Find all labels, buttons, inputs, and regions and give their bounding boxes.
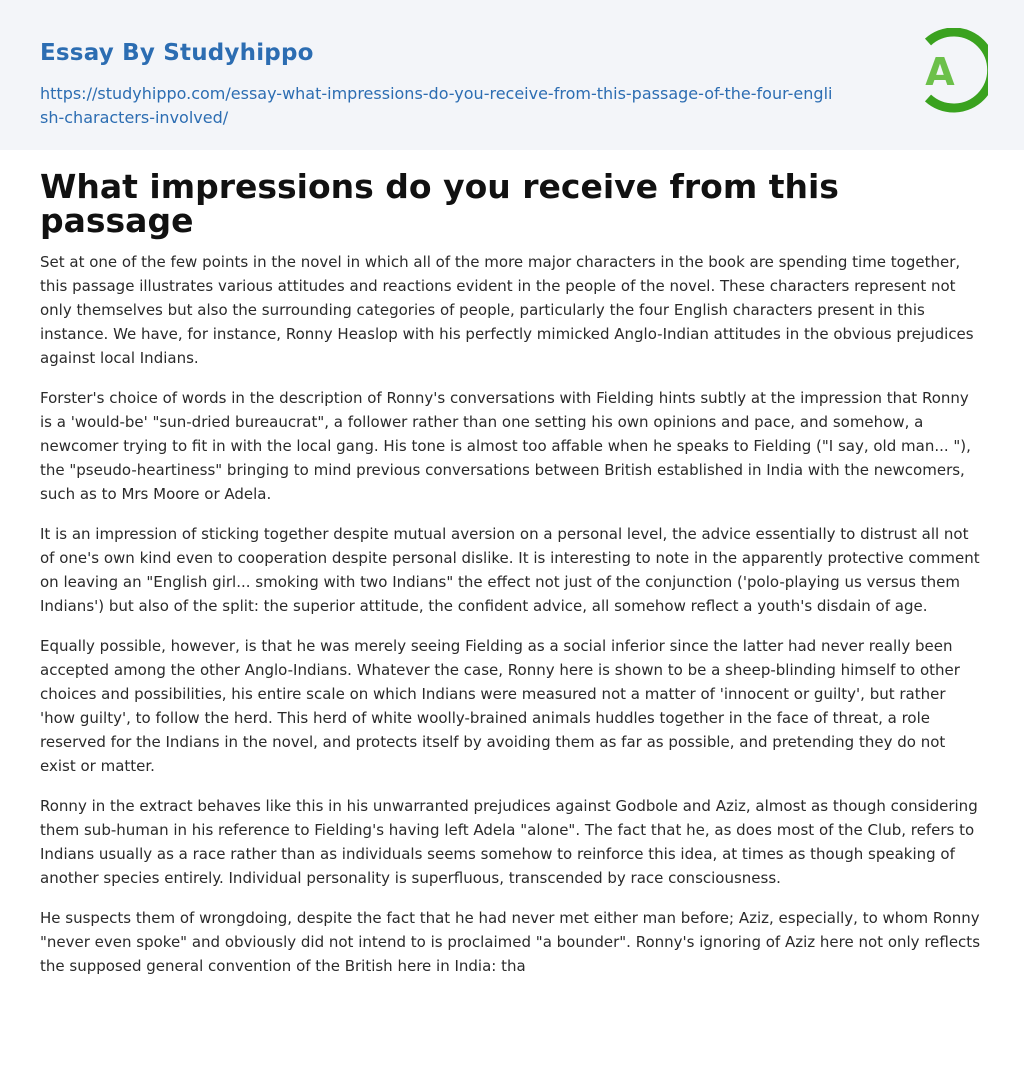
article-body [40, 250, 985, 994]
logo-letter: A [925, 50, 955, 94]
logo-a-icon [912, 28, 988, 116]
article-paragraph: Forster's choice of words in the description of Ronny's conversations with Fielding hints subtly at the impression that Ronny is a 'would-be' "sun-dried bureaucrat", a follower rather than one setting his own opinions and pace, and somehow, a newcomer trying to fit in with the local gang. His tone is almost too affable when he speaks to Fielding ("I say, old man... "), the "pseudo-heartiness" bringing to mind previous conversations between British established in India with the newcomers, such as to Mrs Moore or Adela. [40, 389, 971, 503]
article-paragraph: Equally possible, however, is that he was merely seeing Fielding as a social inferior since the latter had never really been accepted among the other Anglo-Indians. Whatever the case, Ronny here is shown to be a sheep-blinding himself to other choices and possibilities, his entire scale on which Indians were measured not a matter of 'innocent or guilty', but rather 'how guilty', to follow the herd. This herd of white woolly-brained animals huddles together in the face of threat, a role reserved for the Indians in the novel, and protects itself by avoiding them as far as possible, and pretending they do not exist or matter. [40, 637, 960, 775]
source-url-link[interactable]: https://studyhippo.com/essay-what-impressions-do-you-receive-from-this-passage-of-the-four-english-characters-involved/ [40, 84, 833, 127]
studyhippo-logo[interactable] [912, 28, 988, 116]
site-brand[interactable]: Essay By Studyhippo [40, 40, 314, 66]
article-paragraph: Set at one of the few points in the novel in which all of the more major characters in the book are spending time together, this passage illustrates various attitudes and reactions evident in the people of the novel. These characters represent not only themselves but also the surrounding categories of people, particularly the four English characters present in this instance. We have, for instance, Ronny Heaslop with his perfectly mimicked Anglo-Indian attitudes in the obvious prejudices against local Indians. [40, 253, 974, 367]
site-header [0, 0, 1024, 150]
article-title: What impressions do you receive from this passage [40, 167, 839, 240]
article-paragraph: He suspects them of wrongdoing, despite the fact that he had never met either man before; Aziz, especially, to whom Ronny "never even spoke" and obviously did not intend to is proclaimed "a bounder". Ronny's ignoring of Aziz here not only reflects the supposed general convention of the British here in India: tha [40, 909, 981, 975]
article-paragraph: It is an impression of sticking together despite mutual aversion on a personal level, the advice essentially to distrust all not of one's own kind even to cooperation despite personal dislike. It is interesting to note in the apparently protective comment on leaving an "English girl... smoking with two Indians" the effect not just of the conjunction ('polo-playing us versus them Indians') but also of the split: the superior attitude, the confident advice, all somehow reflect a youth's disdain of age. [40, 525, 980, 615]
article-paragraph: Ronny in the extract behaves like this in his unwarranted prejudices against Godbole and Aziz, almost as though considering them sub-human in his reference to Fielding's having left Adela "alone". The fact that he, as does most of the Club, refers to Indians usually as a race rather than as individuals seems somehow to reinforce this idea, at times as though speaking of another species entirely. Individual personality is superfluous, transcended by race consciousness. [40, 797, 978, 887]
